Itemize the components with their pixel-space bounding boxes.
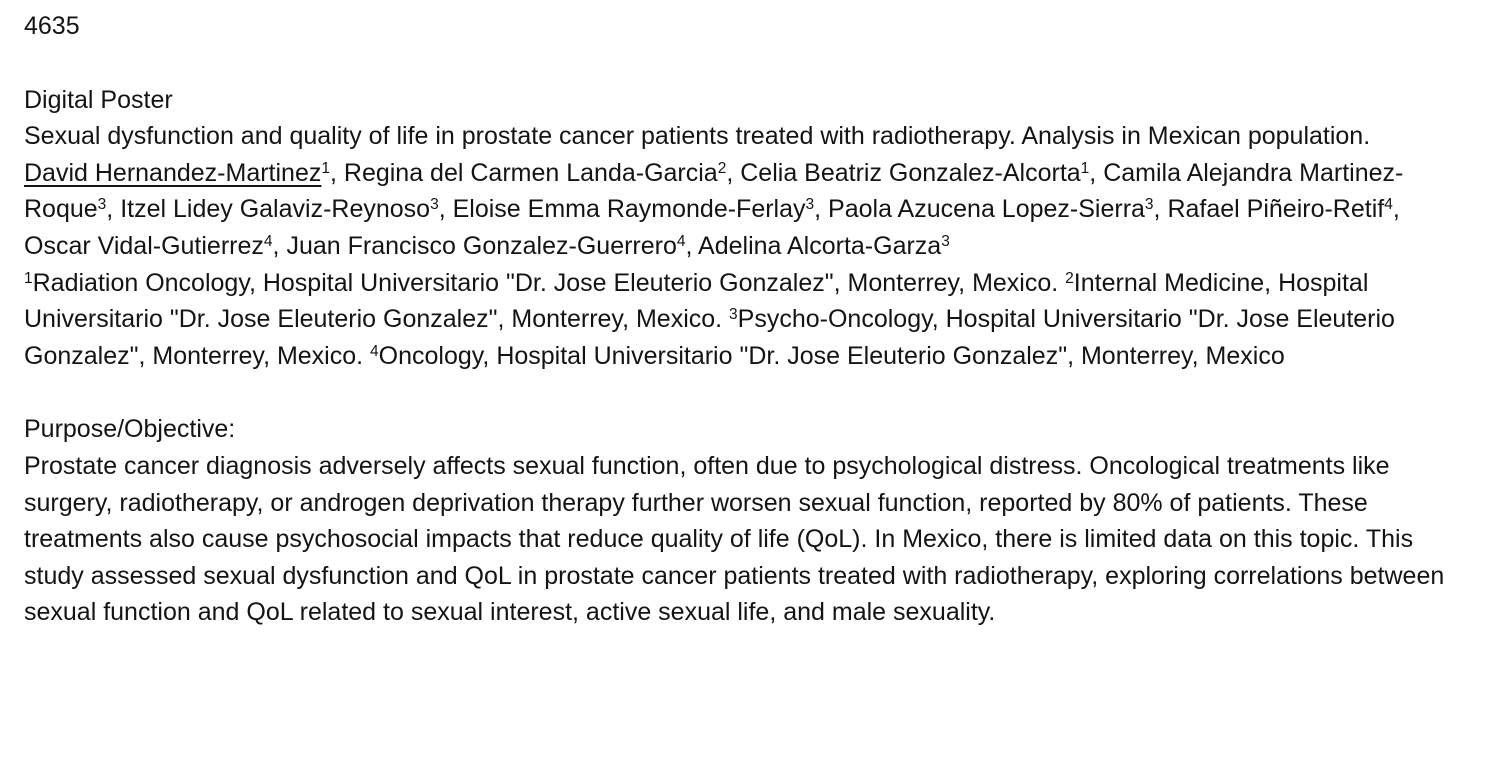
affiliation-text: Psycho-Oncology, Hospital Universitario "Dr. Jose Eleuterio Gonzalez", Monterrey, Mexico.: [24, 305, 1395, 370]
author-name: Eloise Emma Raymonde-Ferlay: [452, 195, 806, 224]
abstract-number: 4635: [24, 12, 80, 40]
author-list: [24, 155, 1468, 265]
affiliation-list: [24, 265, 1468, 375]
author-affiliation-marker: 3: [1144, 196, 1154, 214]
author-separator: ,: [1089, 158, 1104, 187]
author-separator: ,: [438, 195, 453, 224]
author: [453, 195, 828, 223]
author-affiliation-marker: 3: [805, 196, 815, 214]
affiliation-marker: 4: [370, 342, 379, 360]
author-separator: ,: [1392, 195, 1400, 224]
author: [120, 195, 452, 223]
author: [740, 159, 1103, 187]
author-affiliation-marker: 2: [717, 159, 727, 177]
affiliation-text: Radiation Oncology, Hospital Universitario "Dr. Jose Eleuterio Gonzalez", Monterrey, Mexico.: [32, 268, 1066, 297]
author-separator: ,: [272, 231, 287, 260]
affiliation-marker: 3: [729, 306, 738, 324]
affiliation: [24, 269, 1065, 297]
section-body-purpose: Prostate cancer diagnosis adversely affects sexual function, often due to psychological distress. Oncological treatments like surgery, radiotherapy, or androgen deprivation therapy further worsen sexual function, reported by 80% of patients. These treatments also cause psychosocial impacts that reduce quality of life (QoL). In Mexico, there is limited data on this topic. This study assessed sexual dysfunction and QoL in prostate cancer patients treated with radiotherapy, exploring correlations between sexual function and QoL related to sexual interest, active sexual life, and male sexuality.: [24, 451, 1445, 627]
author-affiliation-marker: 3: [97, 196, 107, 214]
author: [344, 159, 740, 187]
author-name: Celia Beatriz Gonzalez-Alcorta: [740, 158, 1081, 187]
author-name: Paola Azucena Lopez-Sierra: [828, 195, 1145, 224]
author-affiliation-marker: 4: [263, 232, 273, 250]
author-affiliation-marker: 3: [430, 196, 439, 214]
author-affiliation-marker: 4: [1384, 196, 1393, 214]
affiliation: [370, 342, 1285, 370]
author: [286, 232, 698, 260]
affiliation-text: Internal Medicine, Hospital Universitario "Dr. Jose Eleuterio Gonzalez", Monterrey, Mexico.: [24, 268, 1369, 334]
author-separator: ,: [1153, 195, 1168, 224]
section-heading-purpose: Purpose/Objective:: [24, 415, 236, 444]
author-separator: ,: [329, 158, 344, 187]
affiliation-text: Oncology, Hospital Universitario "Dr. Jose Eleuterio Gonzalez", Monterrey, Mexico: [378, 341, 1285, 370]
author-name: Rafael Piñeiro-Retif: [1167, 195, 1385, 224]
author-affiliation-marker: 1: [321, 159, 330, 177]
author-affiliation-marker: 4: [676, 232, 686, 250]
author: [24, 232, 286, 260]
presenting-author-name: David Hernandez-Martinez: [24, 158, 322, 187]
spacer: [24, 374, 1468, 411]
author-name: Juan Francisco Gonzalez-Guerrero: [286, 231, 677, 260]
author-affiliation-marker: 1: [1080, 159, 1090, 177]
author: [698, 232, 950, 260]
author-separator: ,: [726, 158, 741, 187]
spacer: [24, 45, 1468, 82]
author-separator: ,: [814, 195, 829, 224]
author-affiliation-marker: 3: [941, 232, 950, 250]
author: [24, 159, 344, 187]
presentation-type: Digital Poster: [24, 85, 173, 114]
affiliation-marker: 1: [24, 269, 33, 287]
affiliation-marker: 2: [1065, 269, 1074, 287]
author-name: Regina del Carmen Landa-Garcia: [343, 158, 718, 187]
author-separator: ,: [685, 231, 699, 260]
author: [828, 195, 1167, 223]
author-name: Oscar Vidal-Gutierrez: [24, 231, 264, 260]
author-name: Itzel Lidey Galaviz-Reynoso: [120, 195, 431, 224]
author-separator: ,: [106, 195, 121, 224]
author: [1167, 195, 1399, 223]
abstract-title: Sexual dysfunction and quality of life in prostate cancer patients treated with radiotherapy. Analysis in Mexican population.: [24, 122, 1371, 151]
author-name: Camila Alejandra Martinez-Roque: [24, 158, 1404, 224]
author-name: Adelina Alcorta-Garza: [698, 231, 942, 260]
